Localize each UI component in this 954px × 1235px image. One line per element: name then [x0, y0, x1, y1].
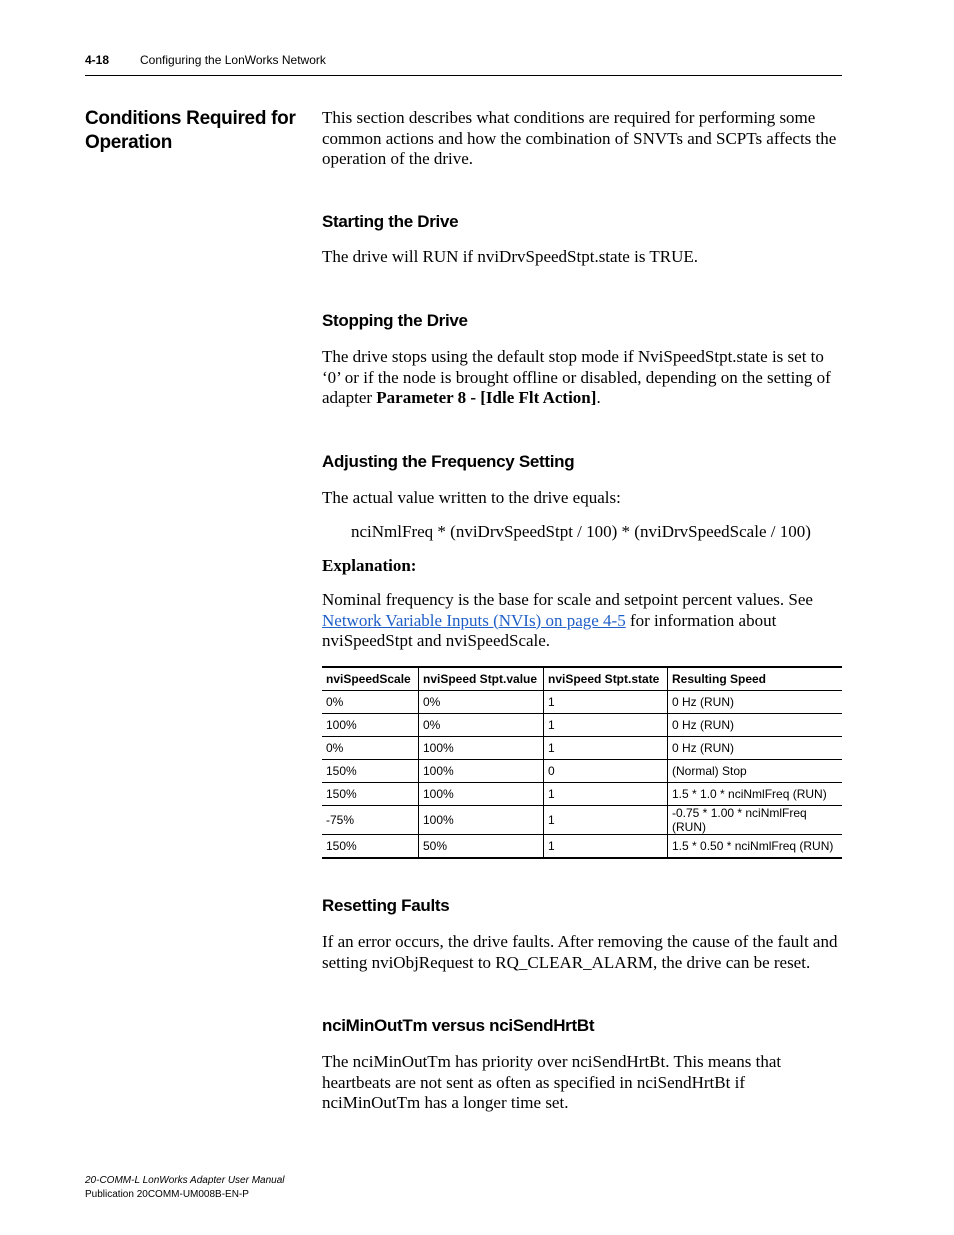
table-cell: 100%: [419, 760, 544, 783]
table-cell: 0%: [322, 737, 419, 760]
resetting-text: If an error occurs, the drive faults. After removing the cause of the fault and setting nviObjRequest to RQ_CLEAR_ALARM, the drive can be reset.: [322, 932, 838, 972]
footer-manual: 20-COMM-L LonWorks Adapter User Manual: [85, 1175, 285, 1186]
stopping-text-after: .: [596, 388, 601, 407]
table-cell: 100%: [322, 714, 419, 737]
explanation-text: [322, 590, 842, 652]
section-intro: This section describes what conditions are required for performing some common actions and how the combination of SNVTs and SCPTs affects the operation of the drive.: [322, 108, 837, 168]
stopping-text: [322, 347, 842, 409]
table-cell: 100%: [419, 806, 544, 835]
table-header-cell: nviSpeed Stpt.value: [419, 667, 544, 691]
minout-heading: nciMinOutTm versus nciSendHrtBt: [322, 1016, 595, 1035]
nvi-page-link[interactable]: Network Variable Inputs (NVIs) on page 4-5: [322, 610, 626, 630]
table-cell: 0 Hz (RUN): [668, 737, 843, 760]
table-cell: 0%: [419, 691, 544, 714]
table-cell: 1: [544, 806, 668, 835]
idle-flt-action-parameter: Parameter 8 - [Idle Flt Action]: [376, 388, 597, 407]
table-row: [322, 806, 842, 835]
resetting-heading: Resetting Faults: [322, 896, 450, 915]
table-cell: 1.5 * 0.50 * nciNmlFreq (RUN): [668, 835, 843, 859]
table-cell: 50%: [419, 835, 544, 859]
table-cell: 1: [544, 714, 668, 737]
table-row: [322, 737, 842, 760]
table-cell: 150%: [322, 835, 419, 859]
table-cell: 100%: [419, 783, 544, 806]
table-cell: 0: [544, 760, 668, 783]
table-header-row: [322, 667, 842, 691]
footer-publication: Publication 20COMM-UM008B-EN-P: [85, 1189, 249, 1200]
table-cell: 1: [544, 691, 668, 714]
minout-text: The nciMinOutTm has priority over nciSendHrtBt. This means that heartbeats are not sent as often as specified in nciSendHrtBt if nciMinOutTm has a longer time set.: [322, 1052, 782, 1112]
table-header-cell: nviSpeedScale: [322, 667, 419, 691]
table-cell: 1.5 * 1.0 * nciNmlFreq (RUN): [668, 783, 843, 806]
table-cell: 0%: [322, 691, 419, 714]
table-cell: 1: [544, 783, 668, 806]
table-cell: 1: [544, 737, 668, 760]
adjusting-heading: Adjusting the Frequency Setting: [322, 452, 575, 471]
header-rule: [85, 75, 842, 76]
table-cell: -0.75 * 1.00 * nciNmlFreq (RUN): [668, 806, 843, 835]
table-header-cell: Resulting Speed: [668, 667, 843, 691]
frequency-formula: nciNmlFreq * (nviDrvSpeedStpt / 100) * (nviDrvSpeedScale / 100): [351, 522, 811, 541]
table-cell: 150%: [322, 783, 419, 806]
table-row: [322, 691, 842, 714]
section-title: Conditions Required for Operation: [85, 108, 296, 153]
table-cell: 1: [544, 835, 668, 859]
table-cell: 150%: [322, 760, 419, 783]
starting-heading: Starting the Drive: [322, 212, 459, 231]
table-cell: 0 Hz (RUN): [668, 714, 843, 737]
starting-text: The drive will RUN if nviDrvSpeedStpt.state is TRUE.: [322, 247, 699, 266]
adjusting-text: The actual value written to the drive equals:: [322, 488, 621, 507]
explanation-label: Explanation:: [322, 556, 417, 575]
table-cell: 0 Hz (RUN): [668, 691, 843, 714]
explanation-before: Nominal frequency is the base for scale and setpoint percent values. See: [322, 590, 813, 609]
table-row: [322, 835, 842, 859]
page-number: 4-18: [85, 53, 110, 67]
stopping-heading: Stopping the Drive: [322, 311, 468, 330]
speed-table: [322, 666, 842, 859]
chapter-title: Configuring the LonWorks Network: [140, 53, 326, 67]
explanation-after: for information about nviSpeedStpt and nviSpeedScale.: [322, 610, 777, 650]
table-cell: 100%: [419, 737, 544, 760]
table-row: [322, 714, 842, 737]
table-cell: -75%: [322, 806, 419, 835]
stopping-text-before: The drive stops using the default stop mode if NviSpeedStpt.state is set to ‘0’ or if the node is brought offline or disabled, depending on the setting of adapter: [322, 347, 831, 407]
table-row: [322, 760, 842, 783]
table-row: [322, 783, 842, 806]
table-cell: (Normal) Stop: [668, 760, 843, 783]
table-cell: 0%: [419, 714, 544, 737]
table-header-cell: nviSpeed Stpt.state: [544, 667, 668, 691]
